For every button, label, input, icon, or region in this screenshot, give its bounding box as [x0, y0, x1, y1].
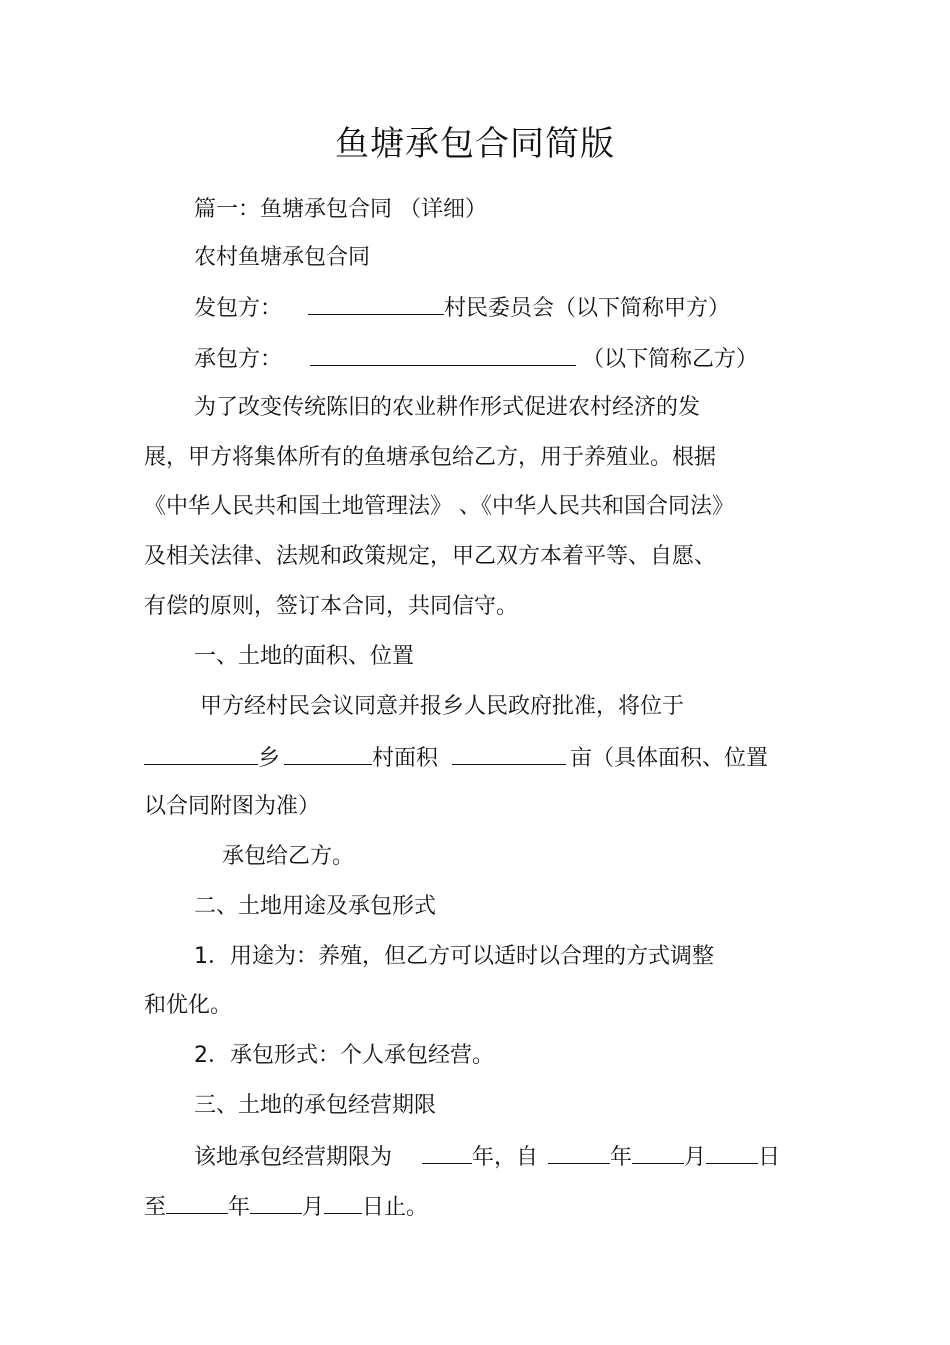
mu-label: 亩（具体面积、位置	[570, 746, 769, 771]
section-heading: 一、土地的面积、位置	[194, 644, 415, 669]
years-blank	[422, 1141, 472, 1164]
month-label: 月	[684, 1145, 707, 1170]
xiang-label: 乡	[258, 746, 281, 771]
section1-paragraph: 以合同附图为准）	[144, 794, 321, 819]
end-day-blank	[324, 1191, 362, 1214]
period-label: 该地承包经营期限为	[194, 1145, 393, 1170]
area-blank	[452, 742, 566, 765]
xiang-blank	[144, 742, 258, 765]
end-month-blank	[250, 1191, 302, 1214]
section1-paragraph: 承包给乙方。	[222, 844, 355, 869]
section1-paragraph: 甲方经村民会议同意并报乡人民政府批准，将位于	[200, 694, 685, 719]
preamble-line: 有偿的原则，签订本合同，共同信守。	[144, 594, 519, 619]
contract-name: 农村鱼塘承包合同	[194, 245, 371, 270]
year-label: 年	[228, 1195, 251, 1220]
preamble-line: 展，甲方将集体所有的鱼塘承包给乙方，用于养殖业。根据	[144, 445, 717, 470]
year-label: 年	[610, 1145, 633, 1170]
period-end-line	[144, 1191, 428, 1223]
party-b-label: 承包方：	[194, 347, 283, 372]
party-b-suffix: （以下简称乙方）	[582, 347, 759, 372]
party-a-blank	[308, 292, 444, 315]
preamble-line: 及相关法律、法规和政策规定，甲乙双方本着平等、自愿、	[144, 544, 717, 569]
party-a-line	[194, 292, 730, 324]
preamble-line: 《中华人民共和国土地管理法》 、《中华人民共和国合同法》	[144, 494, 734, 519]
to-label: 至	[144, 1195, 167, 1220]
section2-item: 1．用途为：养殖，但乙方可以适时以合理的方式调整	[194, 944, 714, 969]
month-label: 月	[302, 1195, 325, 1220]
preamble-line: 为了改变传统陈旧的农业耕作形式促进农村经济的发	[194, 395, 701, 420]
start-month-blank	[632, 1141, 684, 1164]
section2-item: 和优化。	[144, 993, 233, 1018]
party-a-suffix: 村民委员会（以下简称甲方）	[444, 296, 731, 321]
cun-blank	[284, 742, 372, 765]
section-heading: 三、土地的承包经营期限	[194, 1093, 437, 1118]
period-line	[194, 1141, 780, 1173]
party-b-line	[194, 343, 758, 375]
day-label: 日	[758, 1145, 781, 1170]
section-heading: 二、土地用途及承包形式	[194, 894, 437, 919]
party-b-blank	[310, 343, 576, 366]
year-from-label: 年，自	[472, 1145, 539, 1170]
party-a-label: 发包方：	[194, 296, 283, 321]
section-header: 篇一：鱼塘承包合同 （详细）	[194, 197, 487, 222]
section2-item: 2．承包形式：个人承包经营。	[194, 1043, 494, 1068]
start-year-blank	[548, 1141, 610, 1164]
day-end-label: 日止。	[362, 1195, 429, 1220]
cun-area-label: 村面积	[372, 746, 439, 771]
end-year-blank	[166, 1191, 228, 1214]
location-line	[144, 742, 768, 774]
start-day-blank	[706, 1141, 758, 1164]
document-title: 鱼塘承包合同简版	[335, 124, 615, 164]
